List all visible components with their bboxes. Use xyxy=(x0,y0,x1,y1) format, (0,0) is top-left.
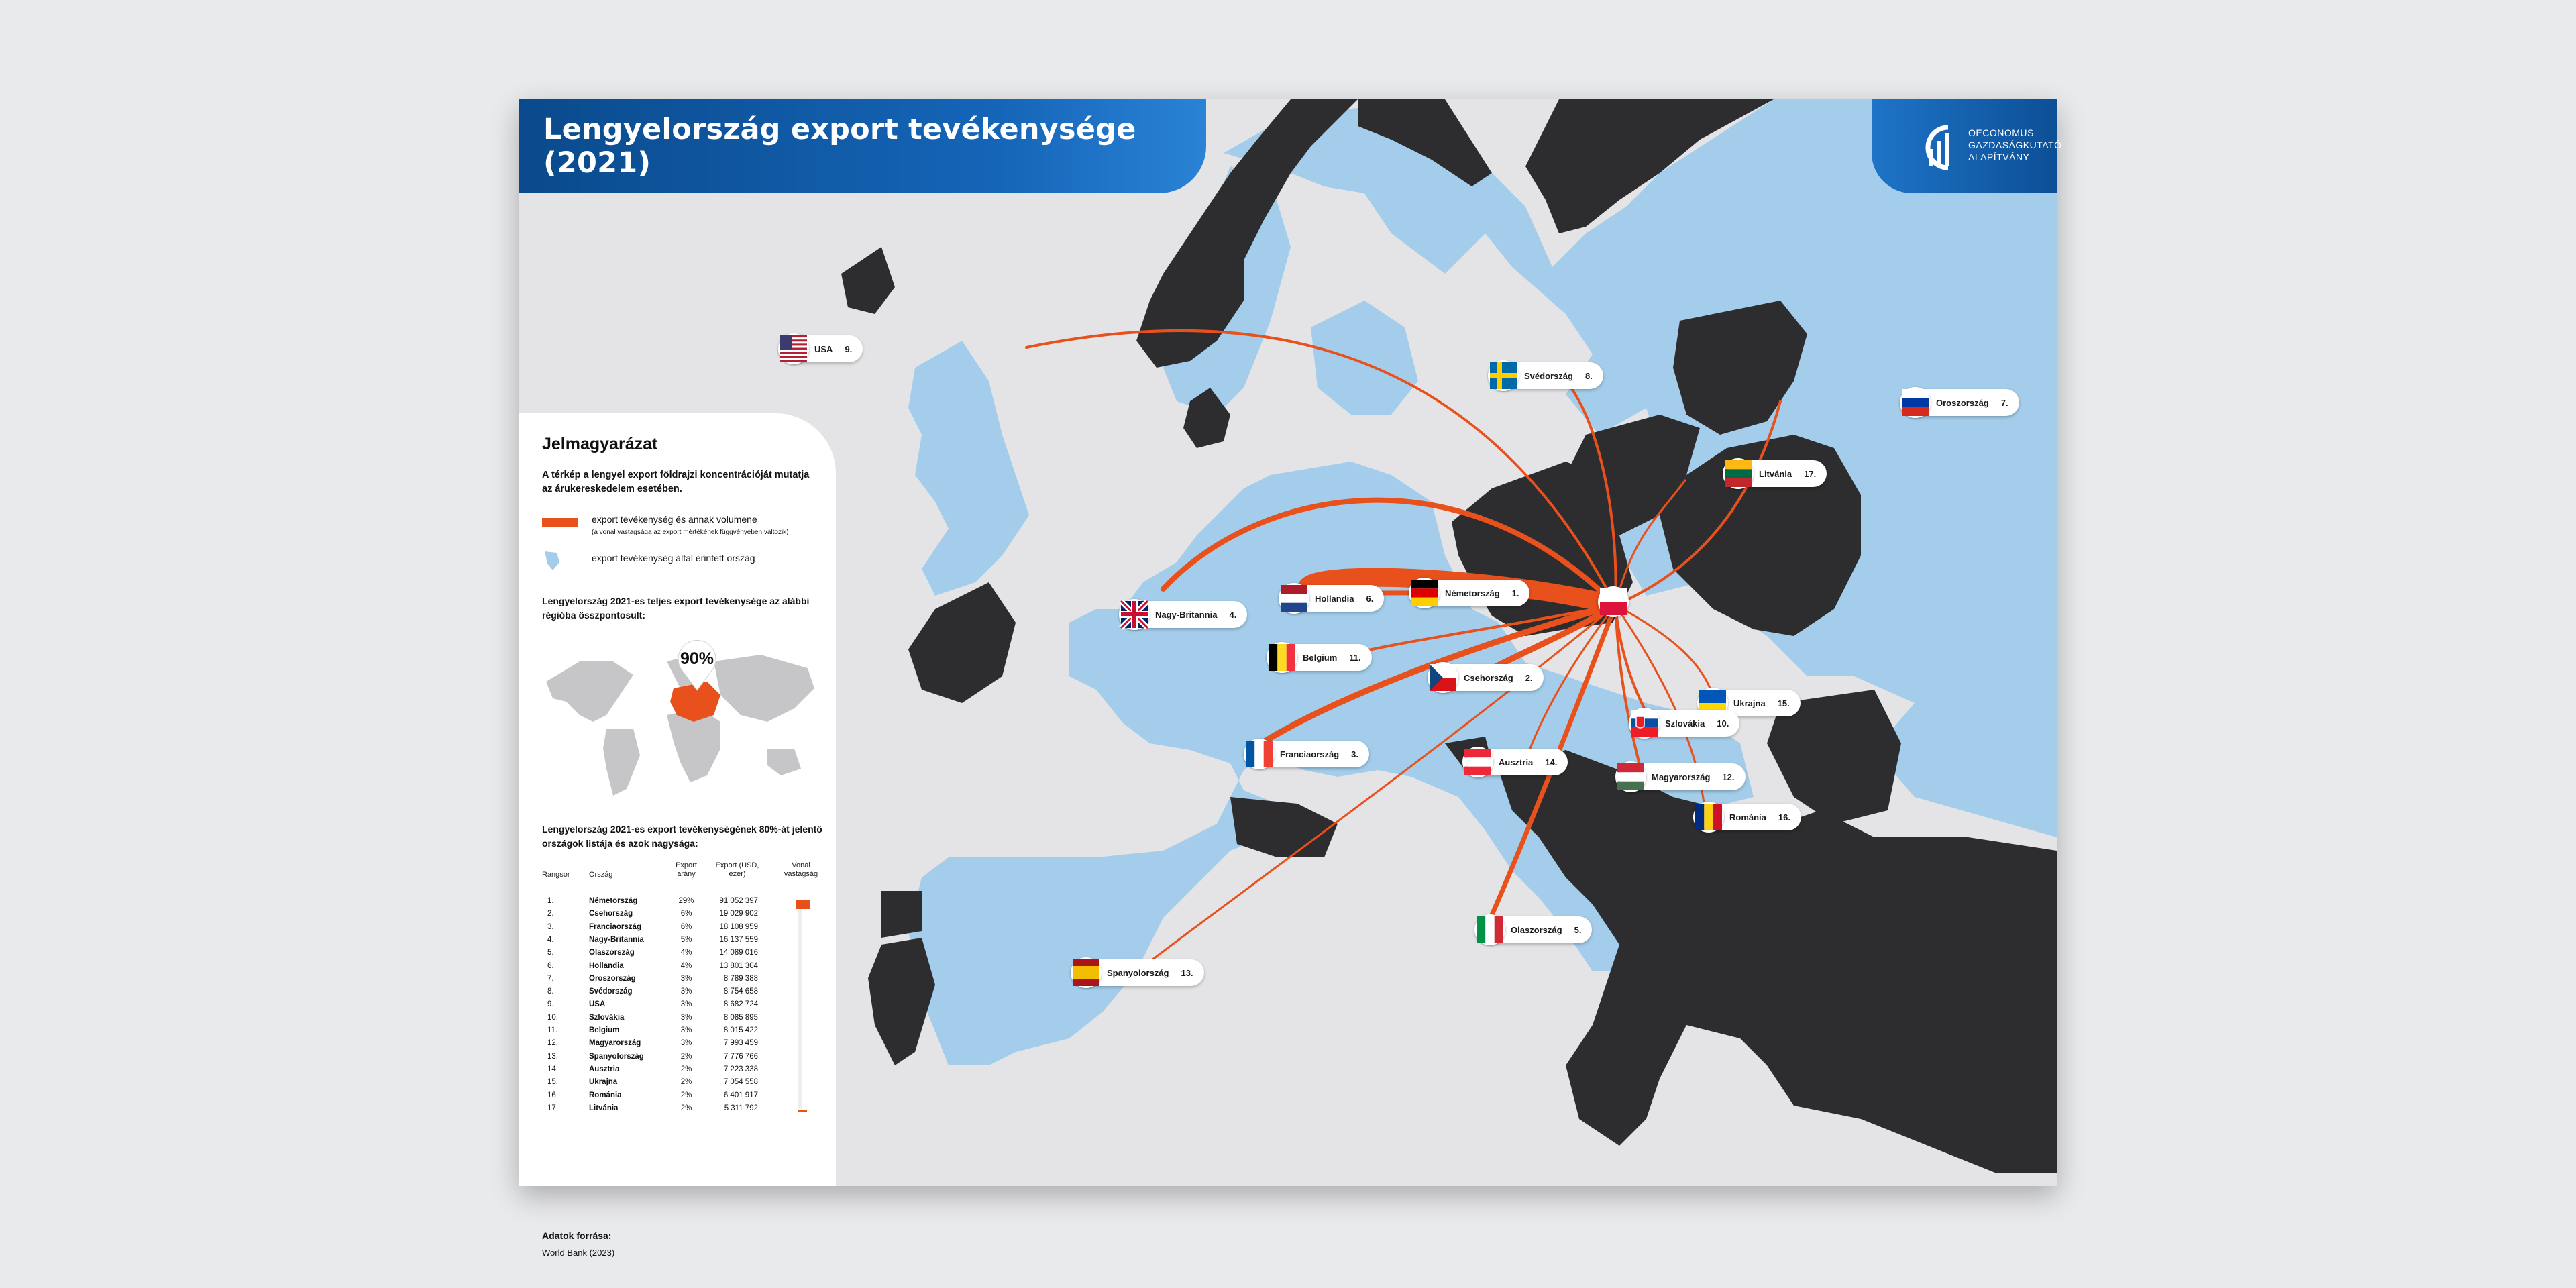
row-country: USA xyxy=(589,1000,606,1009)
country-rank: 14. xyxy=(1545,757,1558,767)
country-rank: 2. xyxy=(1525,672,1533,683)
country-rank: 17. xyxy=(1804,468,1817,479)
row-value: 8 085 895 xyxy=(723,1013,758,1022)
page-title: Lengyelország export tevékenysége (2021) xyxy=(543,113,1136,180)
row-rank: 17. xyxy=(547,1104,558,1112)
row-country: Franciaország xyxy=(589,922,641,931)
country-name: Olaszország xyxy=(1511,924,1562,935)
country-rank: 7. xyxy=(2000,397,2008,408)
row-rank: 5. xyxy=(547,949,554,957)
row-rank: 11. xyxy=(547,1026,558,1034)
country-label-at xyxy=(1466,749,1568,775)
origin-marker-poland xyxy=(1598,586,1629,617)
flow-line-label: export tevékenység és annak volumene xyxy=(592,514,757,525)
source-title: Adatok forrása: xyxy=(542,1230,612,1241)
row-rank: 10. xyxy=(547,1013,558,1022)
country-name: Németország xyxy=(1445,588,1500,598)
row-country: Németország xyxy=(589,897,638,905)
country-rank: 13. xyxy=(1181,967,1193,978)
row-country: Oroszország xyxy=(589,974,636,983)
es-flag-icon xyxy=(1071,957,1102,988)
ru-flag-icon xyxy=(1900,387,1931,418)
row-value: 13 801 304 xyxy=(719,961,758,970)
row-share: 3% xyxy=(680,1039,692,1048)
country-rank: 9. xyxy=(845,343,853,354)
country-name: USA xyxy=(814,343,833,354)
logo-line-1: OECONOMUS xyxy=(1968,127,2034,138)
row-country: Spanyolország xyxy=(589,1052,644,1061)
table-row xyxy=(542,895,824,908)
country-rank: 5. xyxy=(1574,924,1582,935)
country-label-be xyxy=(1271,644,1372,671)
country-label-fr xyxy=(1248,741,1369,767)
table-row xyxy=(542,985,824,998)
row-rank: 3. xyxy=(547,922,554,931)
country-name: Belgium xyxy=(1303,652,1338,663)
row-value: 8 682 724 xyxy=(723,1000,758,1009)
country-label-gb xyxy=(1123,601,1247,628)
country-name: Ausztria xyxy=(1499,757,1534,767)
row-share: 29% xyxy=(678,897,694,905)
row-share: 2% xyxy=(680,1078,692,1087)
logo xyxy=(1872,99,2062,193)
row-share: 3% xyxy=(680,974,692,983)
row-value: 6 401 917 xyxy=(723,1091,758,1099)
table-row xyxy=(542,1012,824,1024)
row-country: Románia xyxy=(589,1091,622,1099)
row-value: 8 789 388 xyxy=(723,974,758,983)
se-flag-icon xyxy=(1488,360,1519,391)
table-row xyxy=(542,1102,824,1115)
country-rank: 11. xyxy=(1349,652,1361,663)
country-name: Szlovákia xyxy=(1665,718,1705,729)
table-row xyxy=(542,998,824,1011)
row-rank: 16. xyxy=(547,1091,558,1099)
row-share: 2% xyxy=(680,1091,692,1099)
table-row xyxy=(542,947,824,959)
row-country: Csehország xyxy=(589,910,633,918)
table-row xyxy=(542,1037,824,1050)
source-text: World Bank (2023) xyxy=(542,1248,615,1258)
row-country: Hollandia xyxy=(589,961,624,970)
row-value: 8 015 422 xyxy=(723,1026,758,1034)
row-country: Nagy-Britannia xyxy=(589,935,644,944)
country-name: Nagy-Britannia xyxy=(1155,609,1218,620)
poster xyxy=(519,99,2062,1258)
row-share: 4% xyxy=(680,949,692,957)
row-value: 91 052 397 xyxy=(719,897,758,905)
country-name: Svédország xyxy=(1524,370,1573,381)
country-name: Magyarország xyxy=(1652,771,1711,782)
th-rank: Rangsor xyxy=(542,871,570,879)
logo-mark-icon xyxy=(1909,114,1963,181)
country-area-swatch-icon xyxy=(543,550,561,572)
row-country: Belgium xyxy=(589,1026,620,1034)
row-share: 2% xyxy=(680,1065,692,1073)
ro-flag-icon xyxy=(1693,802,1724,833)
country-area-label: export tevékenység által érintett ország xyxy=(592,553,755,564)
flow-line-swatch xyxy=(542,518,578,527)
country-label-sk xyxy=(1633,710,1739,737)
table-text: Lengyelország 2021-es export tevékenységének 80%-át jelentő országok listája és azok nagysága: xyxy=(542,824,822,849)
cz-flag-icon xyxy=(1428,662,1458,693)
poland-flag-icon xyxy=(1600,588,1627,615)
fr-flag-icon xyxy=(1244,739,1275,769)
row-value: 7 776 766 xyxy=(723,1052,758,1061)
row-share: 2% xyxy=(680,1104,692,1112)
country-rank: 12. xyxy=(1722,771,1735,782)
row-rank: 12. xyxy=(547,1039,558,1048)
th-country: Ország xyxy=(589,871,613,879)
country-name: Spanyolország xyxy=(1107,967,1169,978)
row-rank: 7. xyxy=(547,974,554,983)
country-label-de xyxy=(1413,580,1529,606)
th-thickness: Vonal vastagság xyxy=(784,861,818,878)
world-text: Lengyelország 2021-es teljes export tevékenysége az alábbi régióba összpontosult: xyxy=(542,596,810,621)
country-name: Ukrajna xyxy=(1733,698,1766,708)
row-rank: 13. xyxy=(547,1052,558,1061)
legend-description: A térkép a lengyel export földrajzi koncentrációját mutatja az árukereskedelem esetében. xyxy=(542,470,810,494)
country-rank: 8. xyxy=(1585,370,1593,381)
th-share: Export arány xyxy=(676,861,697,878)
table-row xyxy=(542,1089,824,1102)
row-rank: 6. xyxy=(547,961,554,970)
logo-line-3: ALAPÍTVÁNY xyxy=(1968,152,2030,162)
table-row xyxy=(542,960,824,973)
row-value: 7 993 459 xyxy=(723,1039,758,1048)
row-value: 16 137 559 xyxy=(719,935,758,944)
country-label-es xyxy=(1075,959,1204,986)
legend-panel xyxy=(519,413,836,1258)
country-name: Hollandia xyxy=(1315,593,1354,604)
country-rank: 4. xyxy=(1229,609,1237,620)
country-label-ro xyxy=(1697,804,1801,830)
row-rank: 14. xyxy=(547,1065,558,1073)
country-label-se xyxy=(1492,362,1603,389)
world-percent: 90% xyxy=(680,649,714,668)
de-flag-icon xyxy=(1409,578,1440,608)
country-label-us xyxy=(782,335,863,362)
row-value: 19 029 902 xyxy=(719,910,758,918)
hu-flag-icon xyxy=(1615,761,1646,792)
country-rank: 10. xyxy=(1717,718,1729,729)
row-country: Litvánia xyxy=(589,1104,619,1112)
row-value: 7 054 558 xyxy=(723,1078,758,1087)
row-value: 7 223 338 xyxy=(723,1065,758,1073)
title-banner xyxy=(519,99,1206,193)
country-name: Oroszország xyxy=(1936,397,1989,408)
row-rank: 8. xyxy=(547,987,554,996)
logo-line-2: GAZDASÁGKUTATÓ xyxy=(1968,140,2062,150)
country-name: Csehország xyxy=(1464,672,1513,683)
country-label-cz xyxy=(1432,664,1544,691)
gb-flag-icon xyxy=(1119,599,1150,630)
th-value: Export (USD, ezer) xyxy=(715,861,759,878)
row-country: Szlovákia xyxy=(589,1013,625,1022)
table-row xyxy=(542,908,824,920)
country-label-nl xyxy=(1283,585,1384,612)
row-country: Svédország xyxy=(589,987,633,996)
row-share: 3% xyxy=(680,1013,692,1022)
row-share: 3% xyxy=(680,1000,692,1009)
row-value: 14 089 016 xyxy=(719,949,758,957)
row-country: Magyarország xyxy=(589,1039,641,1048)
row-rank: 9. xyxy=(547,1000,554,1009)
country-name: Litvánia xyxy=(1759,468,1792,479)
country-rank: 6. xyxy=(1366,593,1374,604)
us-flag-icon xyxy=(778,333,809,364)
table-row xyxy=(542,934,824,947)
row-rank: 2. xyxy=(547,910,554,918)
row-rank: 4. xyxy=(547,935,554,944)
row-country: Olaszország xyxy=(589,949,635,957)
table-row xyxy=(542,1024,824,1037)
country-rank: 1. xyxy=(1511,588,1519,598)
table-row xyxy=(542,1076,824,1089)
table-row xyxy=(542,1063,824,1076)
table-row xyxy=(542,921,824,934)
sk-flag-icon xyxy=(1629,708,1660,739)
country-name: Románia xyxy=(1729,812,1766,822)
lt-flag-icon xyxy=(1723,458,1754,489)
country-rank: 16. xyxy=(1778,812,1790,822)
row-share: 5% xyxy=(680,935,692,944)
row-value: 8 754 658 xyxy=(723,987,758,996)
country-label-ru xyxy=(1904,389,2019,416)
row-share: 3% xyxy=(680,987,692,996)
row-share: 4% xyxy=(680,961,692,970)
row-rank: 1. xyxy=(547,897,554,905)
row-value: 18 108 959 xyxy=(719,922,758,931)
country-label-hu xyxy=(1619,763,1746,790)
nl-flag-icon xyxy=(1279,583,1309,614)
row-share: 6% xyxy=(680,922,692,931)
thickness-scale xyxy=(792,900,809,1114)
country-label-lt xyxy=(1727,460,1827,487)
row-share: 3% xyxy=(680,1026,692,1034)
country-rank: 15. xyxy=(1777,698,1790,708)
row-share: 6% xyxy=(680,910,692,918)
country-rank: 3. xyxy=(1351,749,1358,759)
be-flag-icon xyxy=(1267,642,1297,673)
row-value: 5 311 792 xyxy=(724,1104,758,1112)
row-country: Ausztria xyxy=(589,1065,620,1073)
country-label-it xyxy=(1479,916,1592,943)
table-row xyxy=(542,1051,824,1063)
flow-line-note: (a vonal vastagsága az export mértékének függvényében változik) xyxy=(592,529,789,536)
row-share: 2% xyxy=(680,1052,692,1061)
country-name: Franciaország xyxy=(1280,749,1340,759)
table-row xyxy=(542,973,824,985)
it-flag-icon xyxy=(1474,914,1505,945)
row-country: Ukrajna xyxy=(589,1078,618,1087)
row-rank: 15. xyxy=(547,1078,558,1087)
at-flag-icon xyxy=(1462,747,1493,777)
legend-title: Jelmagyarázat xyxy=(542,435,658,453)
